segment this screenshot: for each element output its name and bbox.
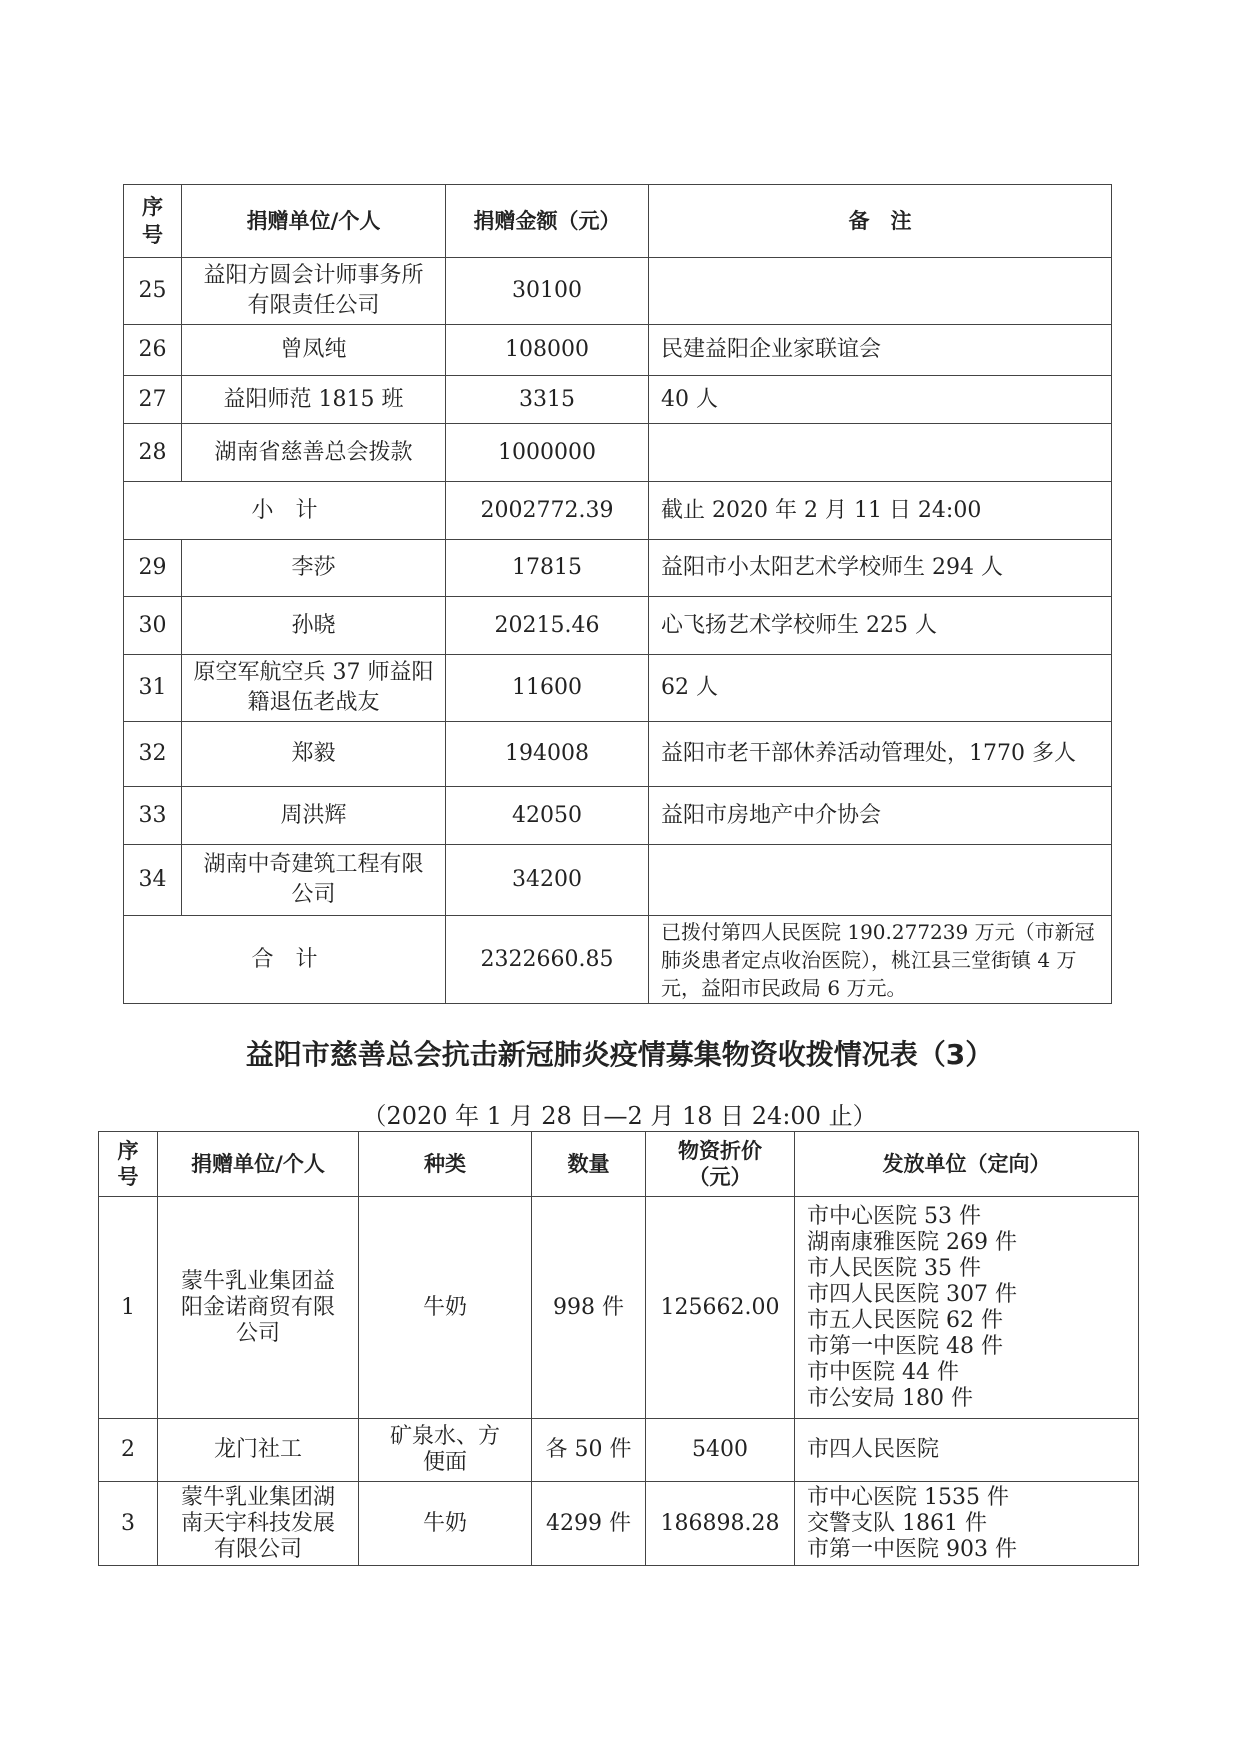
dest-item: 市四人民医院 307 件 [807, 1281, 1017, 1307]
header-donor: 捐赠单位/个人 [158, 1132, 359, 1197]
dest-item: 市中心医院 1535 件 [807, 1484, 1009, 1510]
row-donor: 龙门社工 [158, 1419, 359, 1482]
row-value: 186898.28 [646, 1482, 795, 1566]
table-row [124, 722, 1112, 787]
total-note: 已拨付第四人民医院 190.277239 万元（市新冠肺炎患者定点收治医院），桃江县三堂街镇 4 万元，益阳市民政局 6 万元。 [649, 916, 1112, 1004]
row-no: 1 [99, 1197, 158, 1419]
row-no: 29 [124, 540, 182, 597]
header-amount: 捐赠金额（元） [446, 185, 649, 258]
header-no: 序号 [99, 1132, 158, 1197]
row-note: 40 人 [649, 376, 1112, 424]
row-qty: 998 件 [532, 1197, 646, 1419]
row-donor: 郑毅 [182, 722, 446, 787]
row-amount: 30100 [446, 258, 649, 325]
row-note: 益阳市老干部休养活动管理处，1770 多人 [649, 722, 1112, 787]
table-row [124, 655, 1112, 722]
row-amount: 17815 [446, 540, 649, 597]
donation-goods-table [98, 1131, 1139, 1566]
subtotal-note: 截止 2020 年 2 月 11 日 24:00 [649, 482, 1112, 540]
donation-money-table [123, 184, 1112, 1004]
header-donor: 捐赠单位/个人 [182, 185, 446, 258]
total-amount: 2322660.85 [446, 916, 649, 1004]
row-donor: 孙晓 [182, 597, 446, 655]
dest-item: 市四人民医院 [807, 1437, 940, 1462]
table-row [124, 597, 1112, 655]
header-type: 种类 [359, 1132, 532, 1197]
row-donor: 曾凤纯 [182, 325, 446, 376]
row-donor: 湖南中奇建筑工程有限公司 [182, 845, 446, 916]
row-no: 28 [124, 424, 182, 482]
table-header-row [99, 1132, 1139, 1197]
subtotal-amount: 2002772.39 [446, 482, 649, 540]
row-note: 62 人 [649, 655, 1112, 722]
table-header-row [124, 185, 1112, 258]
table-row [99, 1197, 1139, 1419]
row-no: 26 [124, 325, 182, 376]
row-qty: 各 50 件 [532, 1419, 646, 1482]
row-no: 34 [124, 845, 182, 916]
subtotal-label: 小 计 [124, 482, 446, 540]
row-no: 25 [124, 258, 182, 325]
dest-item: 市公安局 180 件 [807, 1385, 973, 1411]
row-no: 32 [124, 722, 182, 787]
header-note: 备 注 [649, 185, 1112, 258]
table-row [124, 540, 1112, 597]
row-value: 125662.00 [646, 1197, 795, 1419]
row-amount: 194008 [446, 722, 649, 787]
row-no: 3 [99, 1482, 158, 1566]
row-donor: 原空军航空兵 37 师益阳籍退伍老战友 [182, 655, 446, 722]
table-row [124, 787, 1112, 845]
row-amount: 11600 [446, 655, 649, 722]
row-amount: 108000 [446, 325, 649, 376]
row-note [649, 424, 1112, 482]
row-no: 33 [124, 787, 182, 845]
table-row [124, 376, 1112, 424]
row-qty: 4299 件 [532, 1482, 646, 1566]
dest-item: 市五人民医院 62 件 [807, 1307, 1003, 1333]
row-donor: 李莎 [182, 540, 446, 597]
dest-item: 市第一中医院 903 件 [807, 1536, 1017, 1562]
row-donor: 蒙牛乳业集团湖南天宇科技发展有限公司 [158, 1482, 359, 1566]
row-donor: 周洪辉 [182, 787, 446, 845]
row-type: 矿泉水、方便面 [359, 1419, 532, 1482]
row-amount: 42050 [446, 787, 649, 845]
row-type: 牛奶 [359, 1482, 532, 1566]
dest-item: 市第一中医院 48 件 [807, 1333, 1003, 1359]
row-no: 27 [124, 376, 182, 424]
row-value: 5400 [646, 1419, 795, 1482]
table-row [99, 1482, 1139, 1566]
row-amount: 34200 [446, 845, 649, 916]
dest-item: 市人民医院 35 件 [807, 1255, 981, 1281]
row-type: 牛奶 [359, 1197, 532, 1419]
dest-item: 交警支队 1861 件 [807, 1510, 987, 1536]
section-subtitle: （2020 年 1 月 28 日—2 月 18 日 24:00 止） [362, 1102, 877, 1130]
table-row [124, 845, 1112, 916]
table-row [124, 424, 1112, 482]
table-row [99, 1419, 1139, 1482]
dest-item: 市中心医院 53 件 [807, 1203, 981, 1229]
table-row [124, 258, 1112, 325]
row-amount: 1000000 [446, 424, 649, 482]
row-donor: 益阳师范 1815 班 [182, 376, 446, 424]
row-donor: 蒙牛乳业集团益阳金诺商贸有限公司 [158, 1197, 359, 1419]
row-note: 益阳市小太阳艺术学校师生 294 人 [649, 540, 1112, 597]
row-no: 2 [99, 1419, 158, 1482]
subtotal-row [124, 482, 1112, 540]
row-amount: 3315 [446, 376, 649, 424]
dest-item: 市中医院 44 件 [807, 1359, 959, 1385]
header-no: 序号 [124, 185, 182, 258]
row-dest [795, 1197, 1139, 1419]
header-qty: 数量 [532, 1132, 646, 1197]
section-title: 益阳市慈善总会抗击新冠肺炎疫情募集物资收拨情况表（3） [245, 1038, 994, 1071]
row-note: 民建益阳企业家联谊会 [649, 325, 1112, 376]
dest-item: 湖南康雅医院 269 件 [807, 1229, 1017, 1255]
row-dest [795, 1419, 1139, 1482]
row-donor: 湖南省慈善总会拨款 [182, 424, 446, 482]
header-dest: 发放单位（定向） [795, 1132, 1139, 1197]
table-row [124, 325, 1112, 376]
row-note: 心飞扬艺术学校师生 225 人 [649, 597, 1112, 655]
total-label: 合 计 [124, 916, 446, 1004]
row-dest [795, 1482, 1139, 1566]
row-note [649, 258, 1112, 325]
row-note [649, 845, 1112, 916]
row-amount: 20215.46 [446, 597, 649, 655]
row-note: 益阳市房地产中介协会 [649, 787, 1112, 845]
row-no: 30 [124, 597, 182, 655]
row-no: 31 [124, 655, 182, 722]
total-row [124, 916, 1112, 1004]
header-value: 物资折价（元） [646, 1132, 795, 1197]
row-donor: 益阳方圆会计师事务所有限责任公司 [182, 258, 446, 325]
